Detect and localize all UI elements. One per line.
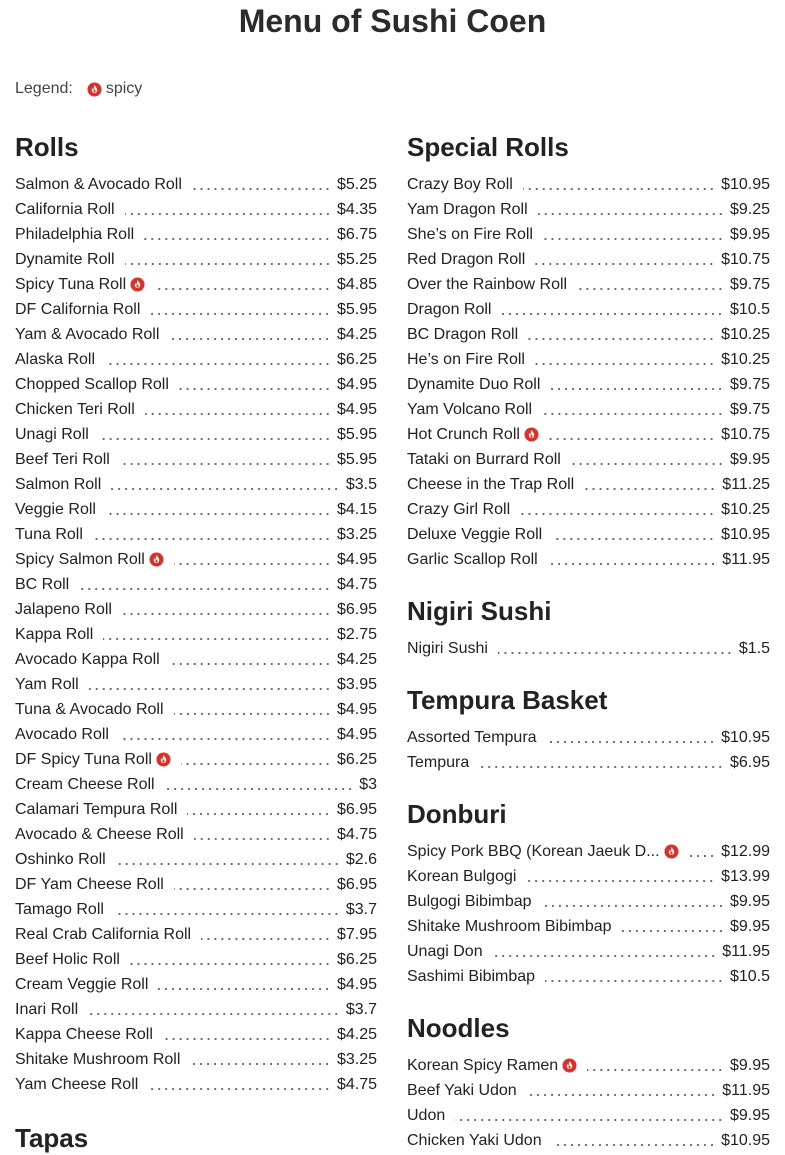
item-price: $10.25 bbox=[721, 350, 770, 368]
item-name: Crazy Boy Roll bbox=[407, 175, 513, 193]
item-price: $9.75 bbox=[729, 275, 770, 293]
item-price: $5.95 bbox=[336, 425, 377, 443]
item-price: $13.99 bbox=[721, 867, 770, 885]
dot-leader bbox=[165, 779, 354, 791]
left-column bbox=[15, 130, 377, 1155]
item-name: Avocado Roll bbox=[15, 725, 109, 743]
menu-item bbox=[407, 272, 770, 297]
dot-leader bbox=[155, 279, 331, 291]
menu-item bbox=[15, 272, 377, 297]
item-name: BC Roll bbox=[15, 575, 70, 593]
menu-item bbox=[407, 397, 770, 422]
item-price: $4.75 bbox=[336, 1075, 377, 1093]
item-price: $9.95 bbox=[729, 892, 770, 910]
item-name: Yam Cheese Roll bbox=[15, 1075, 139, 1093]
item-price: $4.25 bbox=[336, 1025, 377, 1043]
item-name: Shitake Mushroom Roll bbox=[15, 1050, 181, 1068]
dot-leader bbox=[111, 479, 340, 491]
item-name: Tempura bbox=[407, 753, 470, 771]
menu-item bbox=[15, 497, 377, 522]
item-price: $2.75 bbox=[336, 625, 377, 643]
menu-item bbox=[15, 747, 377, 772]
item-price: $9.95 bbox=[729, 1106, 770, 1124]
menu-item bbox=[407, 372, 770, 397]
menu-item bbox=[15, 172, 377, 197]
dot-leader bbox=[548, 554, 717, 566]
menu-item bbox=[407, 247, 770, 272]
item-price: $10.25 bbox=[721, 500, 770, 518]
item-name: Chicken Teri Roll bbox=[15, 400, 135, 418]
item-name: Alaska Roll bbox=[15, 350, 96, 368]
section-title: Rolls bbox=[15, 132, 79, 162]
dot-leader bbox=[498, 643, 733, 655]
item-name: Inari Roll bbox=[15, 1000, 79, 1018]
item-price: $11.95 bbox=[722, 942, 770, 960]
dot-leader bbox=[543, 229, 724, 241]
item-name: Tuna Roll bbox=[15, 525, 83, 543]
item-name: Over the Rainbow Roll bbox=[407, 275, 568, 293]
menu-item-list bbox=[407, 839, 770, 989]
item-name: Korean Bulgogi bbox=[407, 867, 517, 885]
dot-leader bbox=[125, 204, 331, 216]
item-name: Bulgogi Bibimbap bbox=[407, 892, 532, 910]
dot-leader bbox=[542, 896, 724, 908]
dot-leader bbox=[577, 279, 724, 291]
item-name: Oshinko Roll bbox=[15, 850, 106, 868]
dot-leader bbox=[169, 329, 331, 341]
section-title: Tempura Basket bbox=[407, 685, 608, 715]
item-name: Veggie Roll bbox=[15, 500, 96, 518]
menu-item bbox=[15, 947, 377, 972]
dot-leader bbox=[194, 829, 331, 841]
item-price: $4.35 bbox=[336, 200, 377, 218]
dot-leader bbox=[201, 929, 331, 941]
menu-section-rolls bbox=[15, 130, 377, 1097]
item-price: $12.99 bbox=[721, 842, 770, 860]
menu-item bbox=[407, 725, 770, 750]
menu-item bbox=[407, 497, 770, 522]
menu-section-special-rolls bbox=[407, 130, 770, 572]
menu-item bbox=[15, 572, 377, 597]
item-price: $3.7 bbox=[345, 1000, 377, 1018]
item-name: She’s on Fire Roll bbox=[407, 225, 533, 243]
item-name: Unagi Roll bbox=[15, 425, 89, 443]
item-name: Unagi Don bbox=[407, 942, 483, 960]
dot-leader bbox=[119, 729, 331, 741]
menu-item bbox=[407, 197, 770, 222]
item-price: $5.25 bbox=[336, 250, 377, 268]
item-name: DF Yam Cheese Roll bbox=[15, 875, 164, 893]
item-name: California Roll bbox=[15, 200, 115, 218]
item-price: $10.25 bbox=[721, 325, 770, 343]
spicy-flame-icon bbox=[130, 277, 145, 292]
item-price: $3.5 bbox=[345, 475, 377, 493]
dot-leader bbox=[93, 529, 331, 541]
spicy-flame-icon bbox=[87, 82, 102, 97]
item-name: Kappa Roll bbox=[15, 625, 94, 643]
dot-leader bbox=[501, 304, 723, 316]
dot-leader bbox=[550, 379, 724, 391]
item-price: $9.75 bbox=[729, 400, 770, 418]
item-name: Cream Cheese Roll bbox=[15, 775, 155, 793]
page-title: Menu of Sushi Coen bbox=[238, 3, 547, 39]
item-price: $4.25 bbox=[336, 650, 377, 668]
menu-item bbox=[407, 839, 770, 864]
menu-item bbox=[15, 472, 377, 497]
menu-item bbox=[15, 672, 377, 697]
menu-item bbox=[407, 322, 770, 347]
item-price: $4.95 bbox=[336, 700, 377, 718]
item-price: $4.75 bbox=[336, 825, 377, 843]
dot-leader bbox=[479, 757, 724, 769]
dot-leader bbox=[542, 404, 724, 416]
item-name: Udon bbox=[407, 1106, 446, 1124]
menu-section-tapas bbox=[15, 1121, 377, 1155]
item-name: He’s on Fire Roll bbox=[407, 350, 525, 368]
spicy-flame-icon bbox=[664, 844, 679, 859]
dot-leader bbox=[552, 529, 715, 541]
dot-leader bbox=[150, 304, 331, 316]
dot-leader bbox=[552, 1135, 715, 1147]
menu-item bbox=[407, 522, 770, 547]
item-price: $3.7 bbox=[345, 900, 377, 918]
dot-leader bbox=[158, 979, 331, 991]
dot-leader bbox=[103, 629, 331, 641]
item-price: $11.95 bbox=[722, 550, 770, 568]
menu-item bbox=[407, 864, 770, 889]
menu-item bbox=[407, 889, 770, 914]
item-name: Red Dragon Roll bbox=[407, 250, 526, 268]
menu-section-donburi bbox=[407, 797, 770, 989]
item-name: Deluxe Veggie Roll bbox=[407, 525, 543, 543]
item-name: Avocado & Cheese Roll bbox=[15, 825, 184, 843]
item-name: Yam Dragon Roll bbox=[407, 200, 528, 218]
dot-leader bbox=[455, 1110, 724, 1122]
item-price: $11.25 bbox=[722, 475, 770, 493]
item-name: Beef Teri Roll bbox=[15, 450, 110, 468]
item-price: $6.95 bbox=[729, 753, 770, 771]
dot-leader bbox=[571, 454, 724, 466]
menu-item bbox=[15, 1072, 377, 1097]
menu-item bbox=[15, 447, 377, 472]
item-price: $4.25 bbox=[336, 325, 377, 343]
section-title: Special Rolls bbox=[407, 132, 569, 162]
menu-item bbox=[407, 347, 770, 372]
item-name: Korean Spicy Ramen bbox=[407, 1056, 559, 1074]
menu-item bbox=[15, 822, 377, 847]
dot-leader bbox=[528, 329, 715, 341]
item-price: $7.95 bbox=[336, 925, 377, 943]
menu-item bbox=[15, 997, 377, 1022]
item-name: Dynamite Duo Roll bbox=[407, 375, 541, 393]
menu-item bbox=[15, 322, 377, 347]
item-name: Spicy Tuna Roll bbox=[15, 275, 127, 293]
item-name: DF California Roll bbox=[15, 300, 141, 318]
menu-item bbox=[15, 1047, 377, 1072]
dot-leader bbox=[538, 204, 724, 216]
item-price: $10.75 bbox=[721, 250, 770, 268]
menu-item bbox=[407, 472, 770, 497]
menu-item bbox=[15, 772, 377, 797]
menu-item bbox=[15, 647, 377, 672]
menu-item bbox=[15, 397, 377, 422]
dot-leader bbox=[584, 479, 716, 491]
item-price: $11.95 bbox=[722, 1081, 770, 1099]
item-name: Beef Holic Roll bbox=[15, 950, 120, 968]
item-price: $5.95 bbox=[336, 450, 377, 468]
item-name: Dynamite Roll bbox=[15, 250, 115, 268]
menu-item bbox=[15, 372, 377, 397]
item-name: Sashimi Bibimbap bbox=[407, 967, 536, 985]
legend-spicy-label: spicy bbox=[105, 80, 143, 97]
item-price: $3.95 bbox=[336, 675, 377, 693]
legend-label: Legend: bbox=[15, 80, 73, 97]
item-name: Chicken Yaki Udon bbox=[407, 1131, 542, 1149]
item-price: $9.25 bbox=[729, 200, 770, 218]
item-name: Jalapeno Roll bbox=[15, 600, 112, 618]
item-price: $9.95 bbox=[729, 1056, 770, 1074]
menu-item bbox=[407, 1078, 770, 1103]
menu-item bbox=[15, 197, 377, 222]
item-price: $6.25 bbox=[336, 950, 377, 968]
dot-leader bbox=[88, 1004, 340, 1016]
spicy-flame-icon bbox=[524, 427, 539, 442]
dot-leader bbox=[535, 254, 715, 266]
item-price: $3 bbox=[359, 775, 377, 793]
item-price: $4.75 bbox=[336, 575, 377, 593]
item-price: $10.75 bbox=[721, 425, 770, 443]
item-price: $4.85 bbox=[336, 275, 377, 293]
section-title: Noodles bbox=[407, 1013, 510, 1043]
item-name: Yam & Avocado Roll bbox=[15, 325, 160, 343]
menu-item bbox=[15, 922, 377, 947]
item-price: $6.95 bbox=[336, 875, 377, 893]
dot-leader bbox=[99, 429, 331, 441]
menu-item bbox=[15, 522, 377, 547]
menu-item bbox=[15, 247, 377, 272]
menu-section-noodles bbox=[407, 1011, 770, 1153]
item-price: $6.25 bbox=[336, 750, 377, 768]
dot-leader bbox=[547, 732, 716, 744]
item-price: $10.95 bbox=[721, 1131, 770, 1149]
dot-leader bbox=[179, 379, 331, 391]
dot-leader bbox=[145, 404, 331, 416]
item-price: $4.95 bbox=[336, 725, 377, 743]
item-name: Spicy Pork BBQ (Korean Jaeuk D... bbox=[407, 842, 660, 860]
spicy-flame-icon bbox=[156, 752, 171, 767]
menu-section-tempura-basket bbox=[407, 683, 770, 775]
dot-leader bbox=[174, 879, 331, 891]
item-name: Spicy Salmon Roll bbox=[15, 550, 145, 568]
menu-item bbox=[15, 972, 377, 997]
section-title: Nigiri Sushi bbox=[407, 596, 552, 626]
item-name: Kappa Cheese Roll bbox=[15, 1025, 153, 1043]
menu-item bbox=[407, 422, 770, 447]
dot-leader bbox=[114, 904, 340, 916]
item-price: $2.6 bbox=[345, 850, 377, 868]
item-price: $3.25 bbox=[336, 525, 377, 543]
menu-item-list bbox=[407, 172, 770, 572]
item-name: Yam Volcano Roll bbox=[407, 400, 533, 418]
menu-item bbox=[15, 422, 377, 447]
item-name: Cream Veggie Roll bbox=[15, 975, 149, 993]
item-name: Crazy Girl Roll bbox=[407, 500, 511, 518]
item-name: Real Crab California Roll bbox=[15, 925, 192, 943]
menu-item bbox=[407, 172, 770, 197]
menu-item bbox=[15, 547, 377, 572]
item-price: $10.5 bbox=[729, 300, 770, 318]
menu-item bbox=[15, 897, 377, 922]
menu-item-list bbox=[15, 172, 377, 1097]
menu-item bbox=[15, 297, 377, 322]
dot-leader bbox=[545, 971, 724, 983]
item-price: $6.95 bbox=[336, 800, 377, 818]
menu-item bbox=[15, 722, 377, 747]
item-name: Salmon Roll bbox=[15, 475, 102, 493]
dot-leader bbox=[587, 1060, 724, 1072]
item-name: DF Spicy Tuna Roll bbox=[15, 750, 152, 768]
item-price: $5.25 bbox=[336, 175, 377, 193]
menu-item bbox=[407, 750, 770, 775]
item-name: Tamago Roll bbox=[15, 900, 104, 918]
menu-item bbox=[407, 939, 770, 964]
item-name: Nigiri Sushi bbox=[407, 639, 488, 657]
item-price: $10.95 bbox=[721, 175, 770, 193]
item-name: Salmon & Avocado Roll bbox=[15, 175, 182, 193]
item-name: Beef Yaki Udon bbox=[407, 1081, 517, 1099]
dot-leader bbox=[163, 1029, 331, 1041]
menu-item bbox=[407, 447, 770, 472]
menu-item bbox=[407, 1128, 770, 1153]
menu-item bbox=[407, 914, 770, 939]
dot-leader bbox=[89, 679, 331, 691]
item-price: $4.95 bbox=[336, 550, 377, 568]
item-price: $4.95 bbox=[336, 975, 377, 993]
menu-item bbox=[407, 636, 770, 661]
dot-leader bbox=[144, 229, 331, 241]
item-name: Yam Roll bbox=[15, 675, 79, 693]
dot-leader bbox=[106, 504, 331, 516]
item-price: $5.95 bbox=[336, 300, 377, 318]
dot-leader bbox=[549, 429, 715, 441]
dot-leader bbox=[535, 354, 715, 366]
item-name: Philadelphia Roll bbox=[15, 225, 135, 243]
dot-leader bbox=[79, 579, 331, 591]
dot-leader bbox=[122, 604, 331, 616]
item-name: Avocado Kappa Roll bbox=[15, 650, 160, 668]
item-price: $1.5 bbox=[738, 639, 770, 657]
dot-leader bbox=[148, 1079, 331, 1091]
dot-leader bbox=[105, 354, 331, 366]
item-name: Tataki on Burrard Roll bbox=[407, 450, 561, 468]
item-price: $6.95 bbox=[336, 600, 377, 618]
item-price: $10.95 bbox=[721, 728, 770, 746]
dot-leader bbox=[174, 554, 331, 566]
dot-leader bbox=[190, 1054, 331, 1066]
dot-leader bbox=[527, 1085, 717, 1097]
menu-item-list bbox=[407, 1053, 770, 1153]
menu-item bbox=[407, 1053, 770, 1078]
dot-leader bbox=[187, 804, 331, 816]
dot-leader bbox=[116, 854, 340, 866]
menu-item bbox=[15, 1022, 377, 1047]
dot-leader bbox=[493, 946, 717, 958]
menu-item bbox=[407, 297, 770, 322]
dot-leader bbox=[170, 654, 331, 666]
item-name: Dragon Roll bbox=[407, 300, 492, 318]
dot-leader bbox=[130, 954, 331, 966]
item-name: Cheese in the Trap Roll bbox=[407, 475, 575, 493]
item-price: $4.95 bbox=[336, 375, 377, 393]
dot-leader bbox=[181, 754, 331, 766]
item-price: $9.95 bbox=[729, 225, 770, 243]
legend bbox=[15, 80, 142, 98]
item-name: BC Dragon Roll bbox=[407, 325, 519, 343]
item-price: $4.15 bbox=[336, 500, 377, 518]
spicy-flame-icon bbox=[562, 1058, 577, 1073]
item-name: Tuna & Avocado Roll bbox=[15, 700, 164, 718]
dot-leader bbox=[622, 921, 724, 933]
menu-item bbox=[407, 1103, 770, 1128]
menu-item bbox=[407, 964, 770, 989]
section-title: Tapas bbox=[15, 1123, 89, 1153]
item-price: $6.25 bbox=[336, 350, 377, 368]
item-price: $6.75 bbox=[336, 225, 377, 243]
menu-item bbox=[15, 597, 377, 622]
menu-section-nigiri-sushi bbox=[407, 594, 770, 661]
item-name: Garlic Scallop Roll bbox=[407, 550, 538, 568]
dot-leader bbox=[526, 871, 715, 883]
menu-item bbox=[15, 347, 377, 372]
item-price: $10.5 bbox=[729, 967, 770, 985]
item-price: $9.95 bbox=[729, 917, 770, 935]
menu-item bbox=[407, 547, 770, 572]
right-column bbox=[407, 130, 770, 1153]
spicy-flame-icon bbox=[149, 552, 164, 567]
menu-item bbox=[15, 872, 377, 897]
item-price: $10.95 bbox=[721, 525, 770, 543]
item-price: $9.95 bbox=[729, 450, 770, 468]
dot-leader bbox=[192, 179, 331, 191]
dot-leader bbox=[689, 846, 716, 858]
section-title: Donburi bbox=[407, 799, 507, 829]
menu-item bbox=[15, 222, 377, 247]
menu-item bbox=[407, 222, 770, 247]
item-price: $3.25 bbox=[336, 1050, 377, 1068]
item-name: Calamari Tempura Roll bbox=[15, 800, 178, 818]
dot-leader bbox=[520, 504, 715, 516]
item-price: $9.75 bbox=[729, 375, 770, 393]
item-name: Chopped Scallop Roll bbox=[15, 375, 169, 393]
menu-item bbox=[15, 622, 377, 647]
dot-leader bbox=[125, 254, 331, 266]
item-name: Shitake Mushroom Bibimbap bbox=[407, 917, 612, 935]
item-name: Assorted Tempura bbox=[407, 728, 537, 746]
dot-leader bbox=[174, 704, 331, 716]
dot-leader bbox=[523, 179, 715, 191]
menu-item bbox=[15, 697, 377, 722]
menu-item-list bbox=[407, 636, 770, 661]
menu-item bbox=[15, 847, 377, 872]
item-price: $4.95 bbox=[336, 400, 377, 418]
menu-item-list bbox=[407, 725, 770, 775]
dot-leader bbox=[120, 454, 331, 466]
menu-item bbox=[15, 797, 377, 822]
item-name: Hot Crunch Roll bbox=[407, 425, 520, 443]
